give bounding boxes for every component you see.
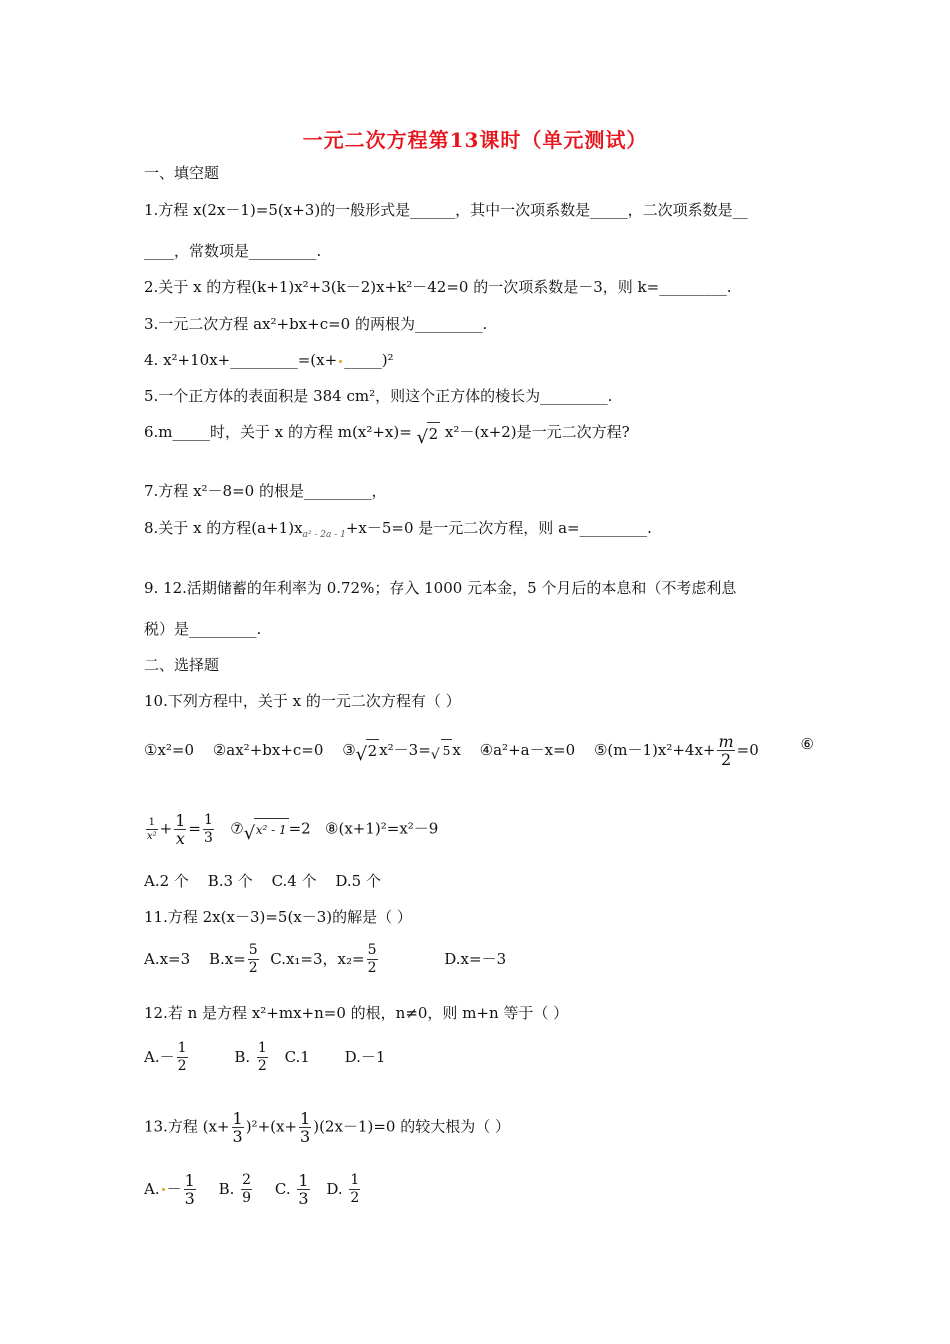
question-13 — [144, 1110, 824, 1145]
question-13-text-b: )²+(x+ — [245, 1117, 298, 1136]
answer-b — [218, 1172, 255, 1206]
question-13-text-c: )(2x－1)=0 的较大根为（ ） — [313, 1117, 510, 1136]
answer-d: D.5 个 — [335, 872, 381, 890]
fraction-1-over-2 — [177, 1040, 188, 1075]
fraction-1-over-x — [174, 812, 186, 847]
question-9-line-2: 税）是_________. — [144, 620, 262, 638]
option-3-end: x — [452, 740, 461, 759]
fraction-den: 2 — [257, 1058, 267, 1074]
answer-c — [274, 1171, 312, 1208]
question-4 — [144, 349, 824, 371]
question-6-text-a: 6.m_____时，关于 x 的方程 m(x²+x)= — [144, 423, 412, 441]
question-8-text-b: +x－5=0 是一元二次方程，则 a=_________. — [345, 519, 652, 537]
fraction-1-over-3 — [184, 1172, 196, 1207]
question-12-answers — [144, 1040, 824, 1075]
fraction-num: 1 — [175, 811, 186, 830]
answer-b — [208, 942, 261, 976]
sqrt-x2-minus-1: √ x² - 1 — [244, 818, 289, 841]
option-5-text-a: ⑤(m－1)x²+4x+ — [593, 740, 716, 759]
sqrt-5: √ 5 — [431, 739, 453, 762]
fraction-den: 3 — [300, 1127, 311, 1146]
answer-b: B.3 个 — [207, 872, 253, 890]
fraction-5-over-2 — [367, 942, 378, 977]
answer-c-label: C. — [274, 1179, 291, 1198]
fraction-den: 2 — [350, 1190, 360, 1206]
answer-a-text: A.－ — [144, 1047, 175, 1066]
fraction-1-over-3 — [203, 812, 214, 847]
sqrt-2: √ 2 — [356, 739, 380, 762]
question-10-options-line-1 — [144, 733, 814, 768]
question-1-line-2: ____，常数项是_________. — [144, 242, 322, 260]
fraction-num: 1 — [146, 816, 158, 830]
question-7: 7.方程 x²－8=0 的根是_________， — [144, 482, 387, 500]
question-10: 10.下列方程中，关于 x 的一元二次方程有（ ） — [144, 692, 461, 710]
fraction-num: 5 — [367, 942, 377, 958]
question-3: 3.一元二次方程 ax²+bx+c=0 的两根为_________. — [144, 315, 488, 333]
option-6-marker: ⑥ — [800, 735, 814, 753]
question-13-text-a: 13.方程 (x+ — [144, 1117, 230, 1136]
answer-b-text: B.x= — [208, 949, 246, 968]
plus-sign: + — [159, 819, 173, 838]
question-12: 12.若 n 是方程 x²+mx+n=0 的根，n≠0，则 m+n 等于（ ） — [144, 1004, 569, 1022]
sqrt-5-arg: 5 — [441, 739, 453, 762]
answer-c: C.1 — [284, 1047, 310, 1066]
fraction-1-over-2 — [257, 1040, 268, 1075]
answer-d: D.－1 — [344, 1047, 386, 1066]
option-5-text-b: =0 — [736, 740, 759, 759]
sqrt-expression: √ 2 — [417, 422, 441, 445]
answer-b-text: B. — [234, 1047, 251, 1066]
fraction-num: 5 — [248, 942, 258, 958]
answer-a — [144, 1040, 190, 1074]
section-fill-blank: 一、填空题 — [144, 164, 220, 182]
question-6 — [144, 421, 824, 448]
question-9-line-1: 9. 12.活期储蓄的年利率为 0.72%；存入 1000 元本金，5 个月后的本息和（不考虑利息 — [144, 579, 737, 597]
option-5 — [593, 732, 759, 769]
fraction-num: 1 — [204, 812, 213, 828]
fraction-den: 2 — [367, 960, 377, 976]
option-7-marker: ⑦ — [230, 819, 244, 838]
mark-dot — [339, 360, 342, 363]
sqrt-arg: x² - 1 — [254, 818, 289, 841]
fraction-num: 2 — [242, 1172, 252, 1188]
question-8 — [144, 517, 824, 546]
option-2: ②ax²+bx+c=0 — [212, 740, 324, 759]
question-4-text-a: 4. x²+10x+_________=(x+ — [144, 351, 338, 369]
fraction-num: 1 — [350, 1172, 360, 1188]
answer-a — [144, 1171, 198, 1208]
question-13-answers — [144, 1172, 824, 1207]
option-3-marker: ③ — [342, 740, 356, 759]
fraction-1-over-3 — [297, 1172, 309, 1207]
mark-dot — [162, 1188, 165, 1191]
fraction-den: x² — [147, 831, 157, 842]
fraction-num: m — [718, 732, 734, 751]
answer-a: A.x=3 — [144, 949, 191, 968]
option-3 — [342, 740, 475, 765]
answer-b-label: B. — [218, 1179, 235, 1198]
question-8-text-a: 8.关于 x 的方程(a+1)x — [144, 519, 303, 537]
answer-d — [326, 1172, 362, 1206]
answer-a-label: A. — [144, 1179, 160, 1198]
question-6-text-b: x²－(x+2)是一元二次方程? — [444, 423, 630, 441]
option-8: ⑧(x+1)²=x²－9 — [325, 819, 439, 838]
fraction-num: 1 — [232, 1109, 243, 1128]
question-1-line-1: 1.方程 x(2x－1)=5(x+3)的一般形式是______，其中一次项系数是_____，二次项系数是__ — [144, 201, 748, 219]
sqrt-argument: 2 — [427, 422, 441, 445]
answer-c: C.4 个 — [271, 872, 317, 890]
fraction-num: 1 — [300, 1109, 311, 1128]
page-title: 一元二次方程第13课时（单元测试） — [302, 128, 648, 152]
answer-a-minus: － — [166, 1179, 182, 1198]
question-4-text-b: _____)² — [344, 351, 394, 369]
question-11-answers — [144, 942, 824, 977]
option-1: ①x²=0 — [144, 740, 195, 759]
fraction-den: 2 — [177, 1058, 187, 1074]
fraction-den: 9 — [242, 1190, 252, 1206]
option-4: ④a²+a－x=0 — [479, 740, 576, 759]
fraction-num: 1 — [298, 1171, 309, 1190]
fraction-1-over-3 — [299, 1110, 311, 1145]
fraction-1-over-x2 — [146, 816, 158, 843]
fraction-num: 1 — [177, 1040, 187, 1056]
question-2: 2.关于 x 的方程(k+1)x²+3(k－2)x+k²－42=0 的一次项系数是－3，则 k=_________. — [144, 278, 732, 296]
answer-c-text: C.x₁=3，x₂= — [270, 949, 365, 968]
fraction-1-over-2 — [349, 1172, 360, 1207]
question-11: 11.方程 2x(x－3)=5(x－3)的解是（ ） — [144, 908, 412, 926]
fraction-num: 1 — [257, 1040, 267, 1056]
fraction-den: 3 — [232, 1127, 243, 1146]
question-5: 5.一个正方体的表面积是 384 cm²，则这个正方体的棱长为_________. — [144, 387, 613, 405]
fraction-den: x — [175, 829, 185, 848]
question-10-answers — [144, 870, 824, 892]
exponent-expression: a² - 2a - 1 — [302, 530, 346, 540]
fraction-den: 3 — [204, 830, 213, 846]
fraction-den: 2 — [248, 960, 258, 976]
fraction-num: 1 — [184, 1171, 195, 1190]
answer-a: A.2 个 — [144, 872, 189, 890]
question-10-options-line-2 — [144, 812, 824, 847]
fraction-m-over-2 — [717, 733, 734, 768]
answer-d-label: D. — [326, 1179, 343, 1198]
fraction-den: 3 — [298, 1189, 309, 1208]
fraction-2-over-9 — [241, 1172, 252, 1207]
equals-sign: = — [188, 819, 201, 838]
sqrt-2-arg: 2 — [366, 739, 380, 762]
fraction-den: 2 — [720, 750, 732, 769]
answer-d: D.x=－3 — [444, 949, 507, 968]
option-3-mid: x²－3= — [379, 740, 431, 759]
answer-b — [234, 1040, 270, 1074]
section-multiple-choice: 二、选择题 — [144, 656, 220, 674]
answer-c — [270, 942, 379, 976]
fraction-1-over-3 — [232, 1110, 244, 1145]
fraction-5-over-2 — [248, 942, 259, 977]
fraction-den: 3 — [184, 1189, 195, 1208]
option-7-end: =2 — [288, 819, 311, 838]
